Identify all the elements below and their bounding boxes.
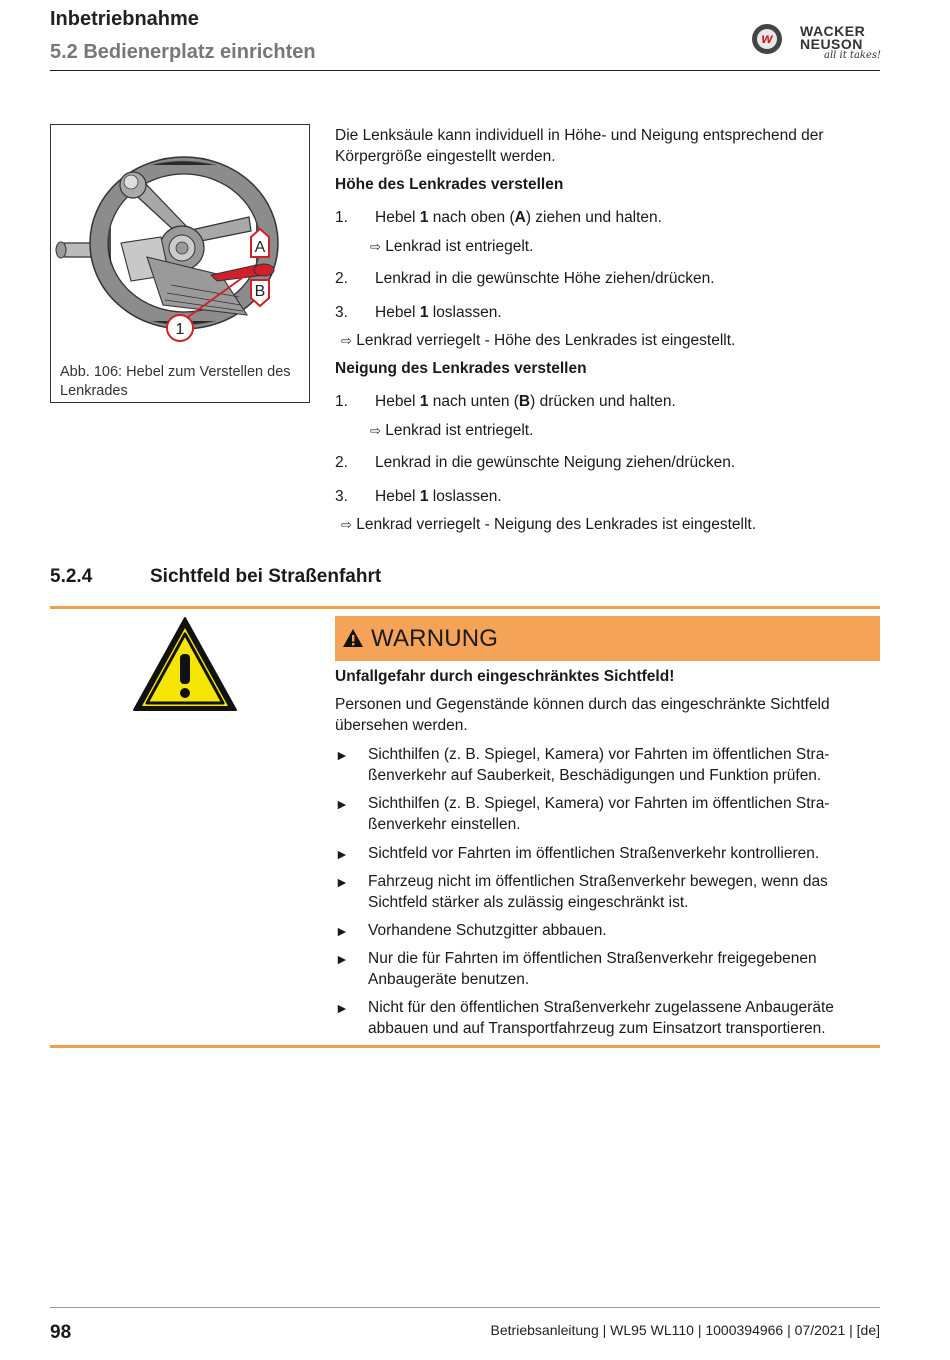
warning-triangle-icon [130,614,240,714]
warning-bullet-1: Sichthilfen (z. B. Spiegel, Kamera) vor Fahrten im öffentlichen Stra- ßenverkehr auf Sauberkeit, Beschädigungen und Funktion prüfen. [368,746,830,784]
warning-headline: Unfallgefahr durch eingeschränktes Sichtfeld! [335,668,675,685]
bullet-icon: ► [335,1000,349,1016]
figure-steering-wheel [50,124,310,403]
logo-text-line1: WACKER [800,23,866,39]
warning-banner [335,616,880,661]
warning-label: WARNUNG [371,625,499,652]
footer-divider [50,1307,880,1308]
tilt-result-1: ⇨ Lenkrad ist entriegelt. [370,422,534,439]
tilt-step-3-number: 3. [335,488,348,505]
warning-top-rule [50,606,880,609]
section-number: 5.2.4 [50,566,93,587]
warning-bullet-5: Vorhandene Schutzgitter abbauen. [368,922,607,939]
result-arrow-icon: ⇨ [370,423,381,438]
warning-bottom-rule [50,1045,880,1048]
tilt-result-final: ⇨ Lenkrad verriegelt - Neigung des Lenkrades ist eingestellt. [341,516,757,533]
section-heading: Sichtfeld bei Straßenfahrt [150,566,382,587]
bullet-icon: ► [335,923,349,939]
warning-bullet-4: Fahrzeug nicht im öffentlichen Straßenverkehr bewegen, wenn das Sichtfeld stärker als zulässig eingeschränkt ist. [368,873,828,911]
warning-bullet-3: Sichtfeld vor Fahrten im öffentlichen Straßenverkehr kontrollieren. [368,845,820,862]
height-step-2: Lenkrad in die gewünschte Höhe ziehen/drücken. [375,270,715,287]
bullet-icon: ► [335,951,349,967]
height-step-1: Hebel 1 nach oben (A) ziehen und halten. [375,209,662,226]
wacker-neuson-logo [752,22,882,64]
tilt-step-3: Hebel 1 loslassen. [375,488,502,505]
chapter-title: Inbetriebnahme [50,8,199,30]
height-heading: Höhe des Lenkrades verstellen [335,176,564,193]
warning-small-icon [342,628,364,648]
figure-label-b: B [254,283,266,300]
height-result-1: ⇨ Lenkrad ist entriegelt. [370,238,534,255]
result-arrow-icon: ⇨ [370,239,381,254]
logo-tagline: all it takes! [824,50,882,61]
tilt-step-1: Hebel 1 nach unten (B) drücken und halten. [375,393,676,410]
warning-bullet-6: Nur die für Fahrten im öffentlichen Straßenverkehr freigegebenen Anbaugeräte benutzen. [368,950,817,988]
height-step-3-number: 3. [335,304,348,321]
section-title: 5.2 Bedienerplatz einrichten [50,41,316,63]
figure-label-a: A [254,239,266,256]
result-arrow-icon: ⇨ [341,517,352,532]
height-step-1-number: 1. [335,209,348,226]
warning-bullet-2: Sichthilfen (z. B. Spiegel, Kamera) vor Fahrten im öffentlichen Stra- ßenverkehr einstellen. [368,795,830,833]
bullet-icon: ► [335,747,349,763]
warning-bullet-7: Nicht für den öffentlichen Straßenverkehr zugelassene Anbaugeräte abbauen und auf Transportfahrzeug zum Einsatzort transportieren. [368,999,834,1037]
intro-text: Die Lenksäule kann individuell in Höhe- und Neigung entsprechend der Körpergröße eingestellt werden. [335,127,824,165]
height-step-2-number: 2. [335,270,348,287]
tilt-heading: Neigung des Lenkrades verstellen [335,360,587,377]
height-result-final: ⇨ Lenkrad verriegelt - Höhe des Lenkrades ist eingestellt. [341,332,736,349]
header-divider [50,70,880,71]
tilt-step-2: Lenkrad in die gewünschte Neigung ziehen/drücken. [375,454,736,471]
warning-description: Personen und Gegenstände können durch das eingeschränkte Sichtfeld übersehen werden. [335,696,830,734]
logo-mark-icon: w [752,24,782,54]
figure-label-1: 1 [175,321,185,338]
figure-caption: Abb. 106: Hebel zum Verstellen des Lenkrades [60,364,291,399]
result-arrow-icon: ⇨ [341,333,352,348]
logo-text-line2: NEUSON [800,36,863,52]
bullet-icon: ► [335,846,349,862]
tilt-step-2-number: 2. [335,454,348,471]
tilt-step-1-number: 1. [335,393,348,410]
steering-wheel-illustration [51,125,309,355]
bullet-icon: ► [335,796,349,812]
height-step-3: Hebel 1 loslassen. [375,304,502,321]
page-number: 98 [50,1322,72,1343]
footer-document-info: Betriebsanleitung | WL95 WL110 | 1000394966 | 07/2021 | [de] [490,1322,880,1338]
bullet-icon: ► [335,874,349,890]
